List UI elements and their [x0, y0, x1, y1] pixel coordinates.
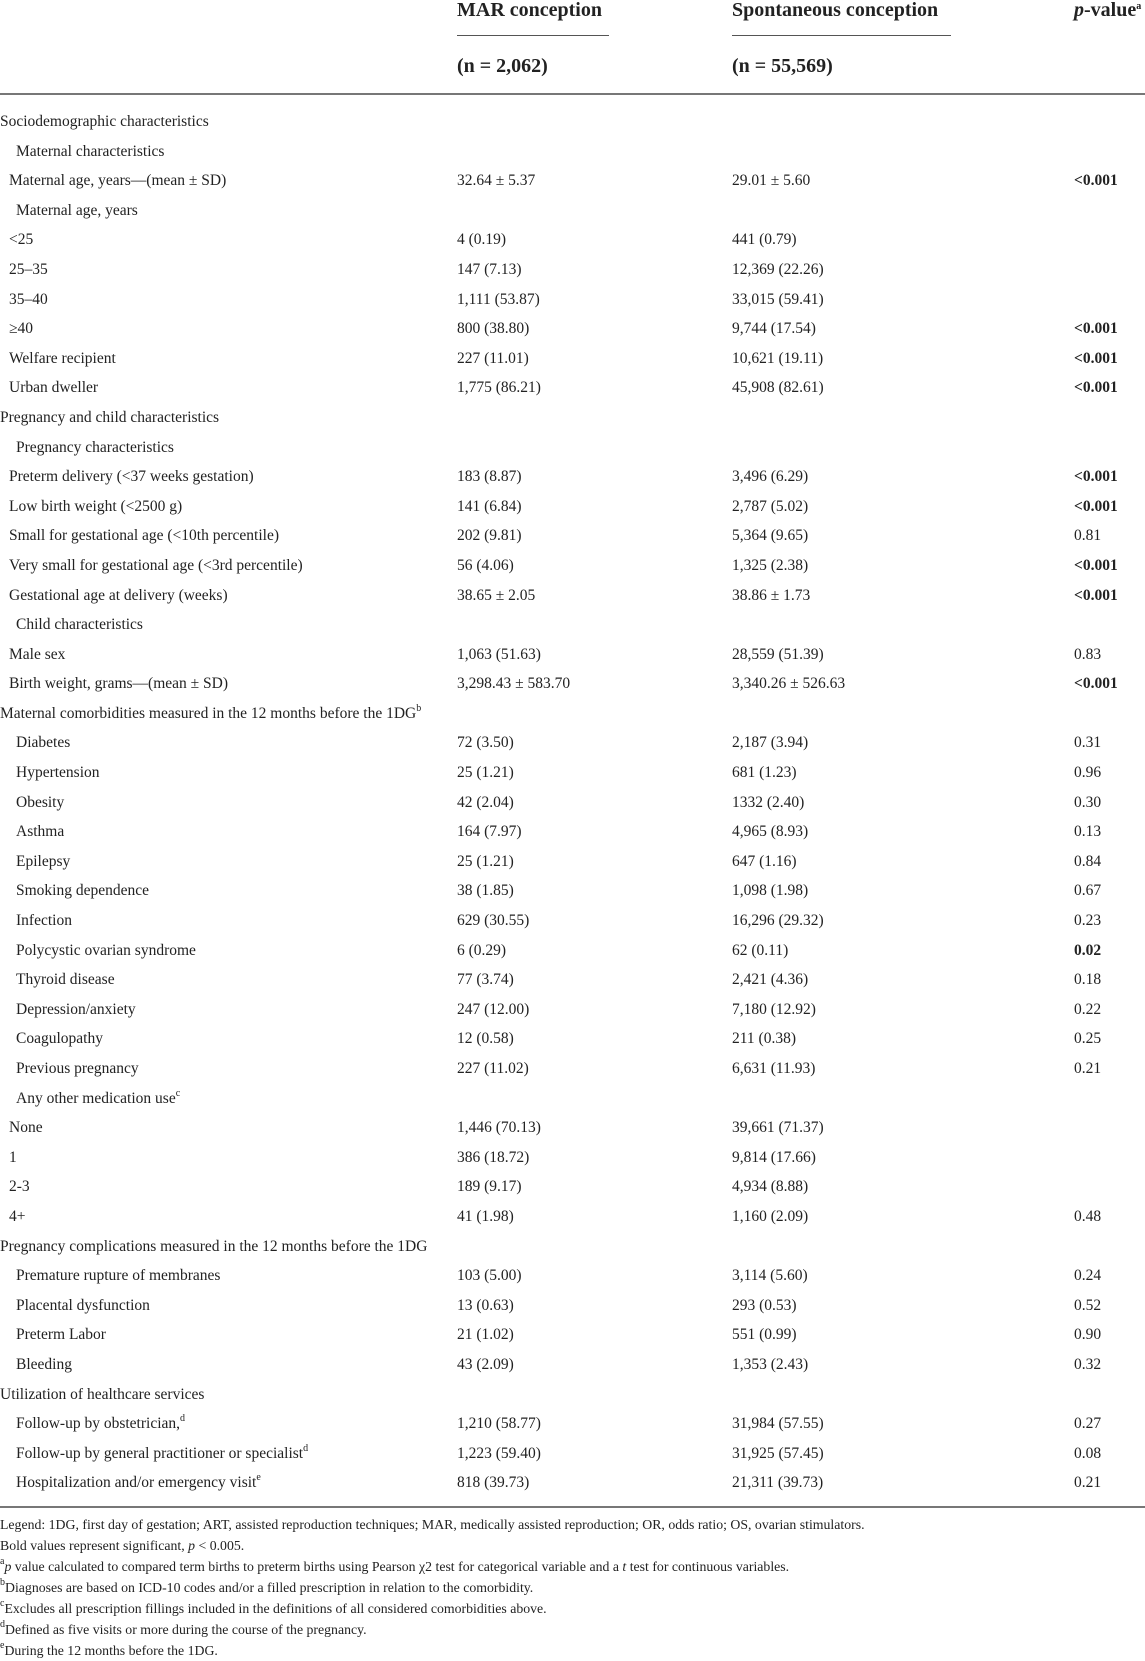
row-label-text: Diabetes [16, 734, 71, 752]
row-label [16, 995, 136, 1025]
row-label-text: Utilization of healthcare services [0, 1385, 205, 1403]
row-label [9, 640, 65, 670]
row-label [9, 1143, 17, 1173]
row-label-text: Pregnancy characteristics [16, 438, 174, 456]
cell-spontaneous: 3,496 (6.29) [732, 468, 809, 486]
row-label-text: Follow-up by obstetrician, [16, 1415, 181, 1433]
table-row [0, 581, 1145, 611]
cell-pvalue: <0.001 [1074, 497, 1118, 515]
row-label-text: Smoking dependence [16, 882, 150, 900]
row-label [16, 1350, 72, 1380]
cell-pvalue: 0.96 [1074, 764, 1102, 782]
footnote-b-marker: b [0, 1577, 5, 1588]
header-pvalue-p: p [1074, 0, 1084, 21]
cell-mar: 247 (12.00) [457, 1000, 530, 1018]
cell-mar: 6 (0.29) [457, 941, 507, 959]
subsection-row [0, 196, 1145, 226]
header-mar-underline [457, 35, 609, 36]
table-row [0, 1320, 1145, 1350]
cell-mar: 1,210 (58.77) [457, 1415, 541, 1433]
cell-pvalue: <0.001 [1074, 556, 1118, 574]
footnote-bold-p: p [188, 1538, 196, 1553]
row-label-text: None [9, 1119, 43, 1137]
table-row [0, 906, 1145, 936]
cell-mar: 4 (0.19) [457, 231, 507, 249]
section-row [0, 107, 1145, 137]
cell-pvalue: <0.001 [1074, 379, 1118, 397]
footnote-marker: d [303, 1442, 309, 1454]
table-row [0, 521, 1145, 551]
table-row [0, 344, 1145, 374]
row-label [16, 1084, 180, 1114]
row-label-text: Maternal characteristics [16, 142, 165, 160]
cell-mar: 41 (1.98) [457, 1207, 514, 1225]
cell-pvalue: 0.18 [1074, 971, 1102, 989]
row-label-text: Birth weight, grams—(mean ± SD) [9, 675, 229, 693]
table-row [0, 1409, 1145, 1439]
row-label-text: Pregnancy complications measured in the 12 months before the 1DG [0, 1237, 428, 1255]
footnote-e-marker: e [0, 1640, 5, 1651]
header-mar-n: (n = 2,062) [457, 55, 548, 77]
cell-pvalue: 0.52 [1074, 1296, 1102, 1314]
row-label-text: Pregnancy and child characteristics [0, 408, 220, 426]
row-label-text: Previous pregnancy [16, 1060, 139, 1077]
row-label-text: 25–35 [9, 260, 48, 278]
row-label [16, 876, 149, 906]
footnote-marker: e [256, 1472, 261, 1484]
row-label [16, 137, 164, 167]
cell-mar: 141 (6.84) [457, 497, 522, 515]
row-label [9, 166, 226, 196]
header-spontaneous-underline [732, 35, 951, 36]
row-label [9, 521, 279, 551]
footnote-e [0, 1640, 1145, 1661]
cell-spontaneous: 6,631 (11.93) [732, 1060, 816, 1077]
cell-mar: 386 (18.72) [457, 1148, 530, 1166]
cell-spontaneous: 1,160 (2.09) [732, 1207, 809, 1225]
row-label [9, 344, 116, 374]
table-row [0, 788, 1145, 818]
row-label-text: Welfare recipient [9, 349, 116, 367]
cell-mar: 202 (9.81) [457, 527, 522, 545]
row-label-text: Preterm Labor [16, 1326, 106, 1344]
cell-mar: 103 (5.00) [457, 1267, 522, 1285]
row-label [16, 1468, 261, 1498]
cell-spontaneous: 4,934 (8.88) [732, 1178, 809, 1196]
cell-mar: 189 (9.17) [457, 1178, 522, 1196]
row-label [9, 669, 228, 699]
cell-spontaneous: 681 (1.23) [732, 764, 797, 782]
row-label [9, 1202, 26, 1232]
cell-mar: 1,063 (51.63) [457, 645, 541, 663]
cell-mar: 227 (11.01) [457, 349, 529, 367]
cell-spontaneous: 1,353 (2.43) [732, 1355, 809, 1373]
table-row [0, 166, 1145, 196]
cell-spontaneous: 45,908 (82.61) [732, 379, 824, 397]
cell-pvalue: 0.08 [1074, 1444, 1102, 1462]
table-row [0, 492, 1145, 522]
cell-spontaneous: 3,340.26 ± 526.63 [732, 675, 846, 693]
section-row [0, 403, 1145, 433]
cell-mar: 3,298.43 ± 583.70 [457, 675, 571, 693]
table-footnotes [0, 1514, 1145, 1661]
subsection-row [0, 610, 1145, 640]
row-label [16, 1261, 220, 1291]
row-label [16, 433, 174, 463]
row-label [9, 1172, 30, 1202]
subsection-row [0, 1084, 1145, 1114]
cell-pvalue: 0.21 [1074, 1060, 1102, 1077]
cell-mar: 164 (7.97) [457, 823, 522, 841]
row-label [9, 1113, 43, 1143]
section-row [0, 699, 1145, 729]
row-label-text: Thyroid disease [16, 971, 115, 989]
cell-spontaneous: 39,661 (71.37) [732, 1119, 824, 1137]
row-label [9, 373, 98, 403]
header-pvalue-rest: -value [1084, 0, 1137, 21]
cell-pvalue: 0.81 [1074, 527, 1102, 545]
cell-mar: 13 (0.63) [457, 1296, 514, 1314]
cell-spontaneous: 21,311 (39.73) [732, 1474, 824, 1492]
row-label-text: Obesity [16, 793, 65, 811]
table-row [0, 758, 1145, 788]
section-row [0, 1232, 1145, 1262]
subsection-row [0, 137, 1145, 167]
footnote-a-text: value calculated to compared term births to preterm births using Pearson χ2 test for categorical variable and a [11, 1559, 623, 1574]
row-label [16, 817, 64, 847]
table-bottom-rule [0, 1506, 1145, 1508]
footnote-bold [0, 1535, 1145, 1556]
table-row [0, 669, 1145, 699]
cell-mar: 72 (3.50) [457, 734, 514, 752]
row-label-text: Premature rupture of membranes [16, 1267, 221, 1285]
row-label-text: Bleeding [16, 1355, 72, 1373]
row-label [16, 196, 138, 226]
cell-pvalue: 0.83 [1074, 645, 1102, 663]
cell-mar: 56 (4.06) [457, 556, 514, 574]
footnote-c-marker: c [0, 1598, 5, 1609]
footnote-a-rest: test for continuous variables. [626, 1559, 790, 1574]
row-label-text: Any other medication use [16, 1089, 176, 1107]
row-label-text: Preterm delivery (<37 weeks gestation) [9, 468, 254, 486]
cell-pvalue: 0.27 [1074, 1415, 1102, 1433]
header-pvalue-title [1074, 0, 1141, 20]
table-row [0, 1468, 1145, 1498]
footnote-b [0, 1577, 1145, 1598]
row-label-text: Low birth weight (<2500 g) [9, 497, 183, 515]
cell-spontaneous: 16,296 (29.32) [732, 912, 824, 930]
row-label-text: 1 [9, 1148, 17, 1166]
row-label-text: 2-3 [9, 1178, 30, 1196]
row-label-text: <25 [9, 231, 34, 249]
table-row [0, 965, 1145, 995]
table-row [0, 640, 1145, 670]
cell-pvalue: 0.23 [1074, 912, 1102, 930]
row-label [16, 1024, 103, 1054]
header-pvalue-footnote: a [1136, 1, 1142, 12]
cell-spontaneous: 62 (0.11) [732, 941, 789, 959]
row-label-text: Very small for gestational age (<3rd percentile) [9, 556, 303, 574]
cell-mar: 43 (2.09) [457, 1355, 514, 1373]
subsection-row [0, 433, 1145, 463]
table-row [0, 1113, 1145, 1143]
footnote-a [0, 1556, 1145, 1577]
cell-pvalue: <0.001 [1074, 172, 1118, 190]
row-label [9, 581, 228, 611]
cell-spontaneous: 2,187 (3.94) [732, 734, 809, 752]
row-label [16, 847, 70, 877]
row-label [16, 936, 196, 966]
row-label [16, 965, 115, 995]
table-row [0, 936, 1145, 966]
table-row [0, 285, 1145, 315]
row-label-text: Maternal age, years—(mean ± SD) [9, 172, 227, 190]
table-body [0, 107, 1145, 1498]
row-label [9, 314, 33, 344]
cell-spontaneous: 7,180 (12.92) [732, 1000, 816, 1018]
row-label-text: Placental dysfunction [16, 1296, 150, 1314]
cell-pvalue: 0.21 [1074, 1474, 1102, 1492]
cell-spontaneous: 293 (0.53) [732, 1296, 797, 1314]
row-label-text: 4+ [9, 1207, 26, 1225]
row-label [16, 788, 64, 818]
row-label [9, 285, 48, 315]
cell-spontaneous: 9,744 (17.54) [732, 320, 816, 338]
cell-spontaneous: 33,015 (59.41) [732, 290, 824, 308]
cell-spontaneous: 28,559 (51.39) [732, 645, 824, 663]
cell-spontaneous: 5,364 (9.65) [732, 527, 809, 545]
table-row [0, 817, 1145, 847]
table-row [0, 1202, 1145, 1232]
row-label [9, 551, 303, 581]
cell-mar: 629 (30.55) [457, 912, 530, 930]
row-label [9, 462, 254, 492]
row-label-text: Gestational age at delivery (weeks) [9, 586, 228, 604]
cell-mar: 1,223 (59.40) [457, 1444, 541, 1462]
table-row [0, 847, 1145, 877]
row-label-text: Infection [16, 912, 72, 930]
cell-pvalue: <0.001 [1074, 468, 1118, 486]
table-row [0, 314, 1145, 344]
header-bottom-rule [0, 93, 1145, 95]
cell-pvalue: 0.32 [1074, 1355, 1102, 1373]
cell-mar: 818 (39.73) [457, 1474, 530, 1492]
cell-mar: 21 (1.02) [457, 1326, 514, 1344]
cell-mar: 12 (0.58) [457, 1030, 514, 1048]
row-label-text: Male sex [9, 645, 66, 663]
cell-spontaneous: 12,369 (22.26) [732, 260, 824, 278]
table-row [0, 1172, 1145, 1202]
cell-mar: 147 (7.13) [457, 260, 522, 278]
cell-spontaneous: 211 (0.38) [732, 1030, 796, 1048]
row-label [16, 1409, 185, 1439]
cell-pvalue: <0.001 [1074, 349, 1118, 367]
table-row [0, 1291, 1145, 1321]
footnote-a-marker: a [0, 1556, 5, 1567]
cell-spontaneous: 9,814 (17.66) [732, 1148, 816, 1166]
row-label [16, 610, 143, 640]
cell-spontaneous: 31,925 (57.45) [732, 1444, 824, 1462]
cell-spontaneous: 2,421 (4.36) [732, 971, 809, 989]
row-label [9, 492, 182, 522]
cell-pvalue: 0.25 [1074, 1030, 1102, 1048]
table-row [0, 1261, 1145, 1291]
row-label [0, 107, 209, 137]
footnote-c [0, 1598, 1145, 1619]
row-label-text: Small for gestational age (<10th percentile) [9, 527, 279, 545]
cell-spontaneous: 2,787 (5.02) [732, 497, 809, 515]
table-row [0, 1439, 1145, 1469]
cell-mar: 42 (2.04) [457, 793, 514, 811]
cell-spontaneous: 4,965 (8.93) [732, 823, 809, 841]
table-row [0, 728, 1145, 758]
footnote-a-p: p [4, 1559, 12, 1574]
footnote-marker: c [175, 1087, 181, 1099]
cell-pvalue: 0.22 [1074, 1000, 1102, 1018]
row-label-text: Maternal age, years [16, 201, 138, 219]
row-label [16, 906, 72, 936]
cell-pvalue: 0.31 [1074, 734, 1102, 752]
cell-spontaneous: 1,098 (1.98) [732, 882, 809, 900]
cell-pvalue: <0.001 [1074, 586, 1118, 604]
cell-pvalue: 0.02 [1074, 941, 1102, 959]
cell-spontaneous: 441 (0.79) [732, 231, 797, 249]
cell-mar: 800 (38.80) [457, 320, 530, 338]
cell-mar: 227 (11.02) [457, 1060, 529, 1077]
footnote-legend: Legend: 1DG, first day of gestation; ART, assisted reproduction techniques; MAR, medically assisted reproduction; OR, odds ratio; OS, ovarian stimulators. [0, 1517, 865, 1532]
row-label [16, 758, 100, 788]
cell-pvalue: 0.84 [1074, 852, 1102, 870]
cell-spontaneous: 3,114 (5.60) [732, 1267, 808, 1285]
cell-mar: 1,111 (53.87) [457, 290, 540, 308]
footnote-marker: d [180, 1413, 186, 1425]
row-label [9, 255, 48, 285]
cell-mar: 32.64 ± 5.37 [457, 172, 536, 190]
row-label [0, 403, 219, 433]
row-label-text: Sociodemographic characteristics [0, 113, 209, 130]
cell-spontaneous: 551 (0.99) [732, 1326, 797, 1344]
cell-pvalue: <0.001 [1074, 320, 1118, 338]
cell-mar: 77 (3.74) [457, 971, 514, 989]
row-label [0, 699, 421, 729]
table-row [0, 373, 1145, 403]
cell-spontaneous: 647 (1.16) [732, 852, 797, 870]
cell-mar: 38 (1.85) [457, 882, 514, 900]
row-label-text: Polycystic ovarian syndrome [16, 941, 196, 959]
footnote-d-text: Defined as five visits or more during the course of the pregnancy. [5, 1622, 367, 1637]
cell-pvalue: 0.90 [1074, 1326, 1102, 1344]
cell-mar: 25 (1.21) [457, 852, 514, 870]
row-label [16, 728, 70, 758]
footnote-bold-prefix: Bold values represent significant, [0, 1538, 189, 1553]
cell-mar: 1,446 (70.13) [457, 1119, 541, 1137]
row-label-text: Hypertension [16, 764, 100, 782]
row-label-text: Epilepsy [16, 852, 71, 870]
cell-pvalue: 0.48 [1074, 1207, 1102, 1225]
cell-pvalue: 0.67 [1074, 882, 1102, 900]
table-row [0, 462, 1145, 492]
cell-mar: 183 (8.87) [457, 468, 522, 486]
row-label-text: Maternal comorbidities measured in the 12 months before the 1DG [0, 704, 417, 722]
row-label-text: ≥40 [9, 320, 34, 338]
row-label-text: Child characteristics [16, 616, 143, 634]
header-spontaneous-title: Spontaneous conception [732, 0, 939, 21]
row-label [9, 225, 33, 255]
cell-spontaneous: 1332 (2.40) [732, 793, 805, 811]
table-row [0, 1350, 1145, 1380]
cell-pvalue: 0.13 [1074, 823, 1102, 841]
footnote-d-marker: d [0, 1619, 5, 1630]
row-label [0, 1232, 427, 1262]
row-label [16, 1439, 308, 1469]
cell-spontaneous: 10,621 (19.11) [732, 349, 824, 367]
table-row [0, 255, 1145, 285]
table-row [0, 995, 1145, 1025]
row-label-text: Urban dweller [9, 379, 99, 397]
footnote-c-text: Excludes all prescription fillings included in the definitions of all considered comorbidities above. [4, 1601, 547, 1616]
cell-spontaneous: 1,325 (2.38) [732, 556, 809, 574]
cell-spontaneous: 31,984 (57.55) [732, 1415, 824, 1433]
table-row [0, 1143, 1145, 1173]
row-label-text: 35–40 [9, 290, 48, 308]
cell-mar: 1,775 (86.21) [457, 379, 541, 397]
row-label [16, 1054, 139, 1084]
row-label-text: Coagulopathy [16, 1030, 103, 1048]
cell-mar: 25 (1.21) [457, 764, 514, 782]
cell-pvalue: 0.24 [1074, 1267, 1102, 1285]
table-row [0, 1024, 1145, 1054]
table-row [0, 551, 1145, 581]
table-row [0, 876, 1145, 906]
footnote-bold-suffix: < 0.005. [195, 1538, 245, 1553]
table-row [0, 225, 1145, 255]
header-mar-title: MAR conception [457, 0, 602, 21]
row-label [16, 1291, 150, 1321]
cell-pvalue: 0.30 [1074, 793, 1102, 811]
row-label-text: Hospitalization and/or emergency visit [16, 1474, 257, 1492]
row-label [0, 1380, 204, 1410]
table-row [0, 1054, 1145, 1084]
row-label-text: Depression/anxiety [16, 1000, 136, 1018]
row-label-text: Asthma [16, 823, 65, 841]
cell-pvalue: <0.001 [1074, 675, 1118, 693]
row-label [16, 1320, 106, 1350]
footnote-d [0, 1619, 1145, 1640]
cell-spontaneous: 38.86 ± 1.73 [732, 586, 811, 604]
footnote-a-t: t [622, 1559, 627, 1574]
footnote-marker: b [416, 702, 422, 714]
section-row [0, 1380, 1145, 1410]
footnote-e-text: During the 12 months before the 1DG. [4, 1643, 218, 1658]
cell-mar: 38.65 ± 2.05 [457, 586, 536, 604]
footnote-b-text: Diagnoses are based on ICD-10 codes and/or a filled prescription in relation to the comorbidity. [5, 1580, 534, 1595]
cell-spontaneous: 29.01 ± 5.60 [732, 172, 811, 190]
header-spontaneous-n: (n = 55,569) [732, 55, 833, 77]
row-label-text: Follow-up by general practitioner or specialist [16, 1444, 304, 1462]
